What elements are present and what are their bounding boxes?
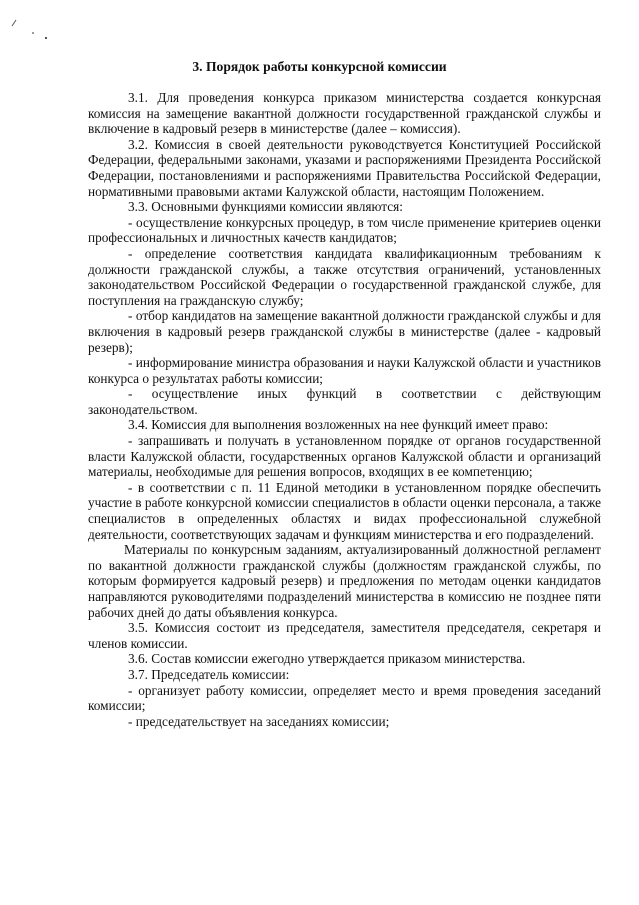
document-body (88, 90, 601, 729)
paragraph-3-6: 3.6. Состав комиссии ежегодно утверждается приказом министерства. (128, 651, 526, 667)
paragraph-3-3: 3.3. Основными функциями комиссии являются: (128, 199, 403, 215)
materials-paragraph: Материалы по конкурсным заданиям, актуализированный должностной регламент по вакантной должности гражданской службы (должностям гражданской службы, по которым формируется кадровый резерв) и предложения по методам оценки кандидатов направляются руководителями подразделений министерства в комиссию не позднее пяти рабочих дней до даты объявления конкурса. (88, 542, 601, 620)
list-item: - отбор кандидатов на замещение вакантной должности гражданской службы и для включения в кадровый резерв гражданской службы в министерстве (далее - кадровый резерв); (88, 308, 601, 355)
list-item: - организует работу комиссии, определяет место и время проведения заседаний комиссии; (88, 682, 601, 714)
paragraph-3-2: 3.2. Комиссия в своей деятельности руководствуется Конституцией Российской Федерации, федеральными законами, указами и распоряжениями Президента Российской Федерации, постановлениями и распоряжениями Правительства Российской Федерации, нормативными правовыми актами Калужской области, настоящим Положением. (88, 136, 601, 199)
paragraph-3-1: 3.1. Для проведения конкурса приказом министерства создается конкурсная комиссия на замещение вакантной должности государственной гражданской службы и включение в кадровый резерв в министерстве (далее – комиссия). (88, 90, 601, 137)
list-item: - информирование министра образования и науки Калужской области и участников конкурса о результатах работы комиссии; (88, 355, 601, 386)
list-item: - осуществление конкурсных процедур, в том числе применение критериев оценки профессиональных и личностных качеств кандидатов; (88, 214, 601, 246)
paragraph-3-4: 3.4. Комиссия для выполнения возложенных на нее функций имеет право: (128, 417, 549, 433)
paragraph-3-7: 3.7. Председатель комиссии: (128, 666, 290, 682)
list-item: - определение соответствия кандидата квалификационным требованиям к должности гражданской службы, а также отсутствия ограничений, установленных законодательством Российской Федерации о государственной гражданской службе, для поступления на гражданскую службу; (88, 245, 601, 308)
list-item: - в соответствии с п. 11 Единой методики в установленном порядке обеспечить участие в работе конкурсной комиссии специалистов в области оценки персонала, а также специалистов в определенных областях и видах профессиональной служебной деятельности, соответствующих задачам и функциям министерства и его подразделений. (88, 479, 601, 542)
paragraph-3-5: 3.5. Комиссия состоит из председателя, заместителя председателя, секретаря и членов комиссии. (88, 620, 601, 651)
section-heading: 3. Порядок работы конкурсной комиссии (192, 59, 447, 74)
list-item: - председательствует на заседаниях комиссии; (128, 713, 390, 729)
list-item: - осуществление иных функций в соответствии с действующим законодательством. (88, 386, 601, 417)
list-item: - запрашивать и получать в установленном порядке от органов государственной власти Калужской области, государственных органов Калужской области и организаций материалы, необходимые для решения вопросов, входящих в ее компетенцию; (88, 433, 601, 480)
scan-marks (8, 14, 48, 44)
